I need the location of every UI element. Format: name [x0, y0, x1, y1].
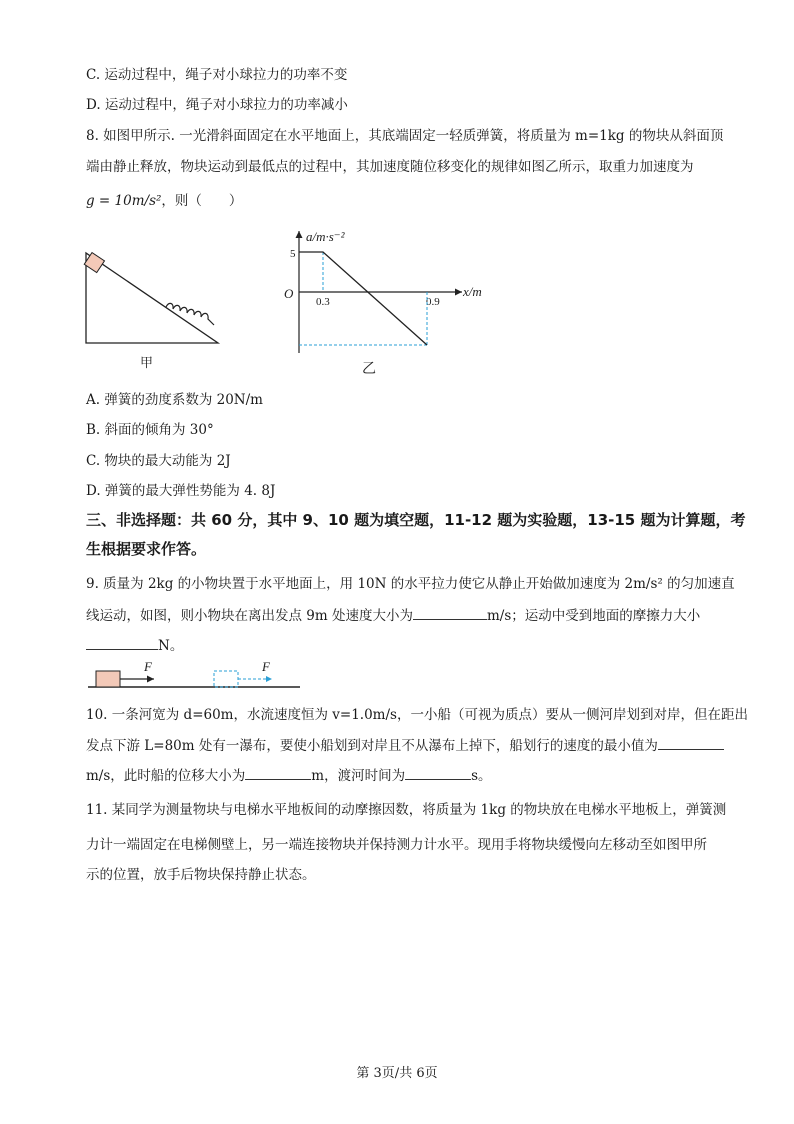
q8-line-3-suffix: ，则（ ） — [161, 193, 243, 209]
origin-label: O — [284, 286, 294, 301]
q9-friction-blank[interactable] — [86, 636, 158, 650]
gravity-formula: g = 10m/s² — [86, 193, 162, 209]
q8-option-a: A. 弹簧的劲度系数为 20N/m — [86, 392, 263, 408]
x-tick-0-3: 0.3 — [316, 296, 330, 308]
q9-line-2-mid: m/s；运动中受到地面的摩擦力大小 — [486, 608, 701, 624]
force-label-2: F — [262, 659, 270, 674]
q9-line-2-pre: 线运动，如图，则小物块在离出发点 9m 处速度大小为 — [86, 608, 413, 624]
q10-line-2 — [86, 736, 724, 755]
q9-speed-blank[interactable] — [413, 606, 487, 620]
q9-line-3-suffix: N。 — [158, 638, 184, 654]
q10-line-2-pre: 发点下游 L=80m 处有一瀑布，要使小船划到对岸且不从瀑布上掉下，船划行的速度的最小值为 — [86, 738, 658, 754]
q8-option-d: D. 弹簧的最大弹性势能为 4. 8J — [86, 483, 276, 499]
q11-line-1: 11. 某同学为测量物块与电梯水平地板间的动摩擦因数，将质量为 1kg 的物块放在电梯水平地板上，弹簧测 — [86, 802, 727, 818]
q10-line-3-c: s。 — [471, 768, 492, 784]
q10-displacement-blank[interactable] — [245, 766, 311, 780]
q10-line-1: 10. 一条河宽为 d=60m，水流速度恒为 v=1.0m/s，一小船（可视为质点）要从一侧河岸划到对岸，但在距出 — [86, 707, 748, 723]
q9-line-2 — [86, 606, 700, 625]
figure-jia — [78, 245, 228, 375]
section-3-header-line-2: 生根据要求作答。 — [86, 540, 207, 558]
q8-line-3 — [86, 192, 242, 210]
option-c-prev: C. 运动过程中，绳子对小球拉力的功率不变 — [86, 67, 348, 83]
page-footer: 第 3页/共 6页 — [356, 1066, 438, 1081]
option-d-prev: D. 运动过程中，绳子对小球拉力的功率减小 — [86, 97, 348, 113]
q11-line-2: 力计一端固定在电梯侧壁上，另一端连接物块并保持测力计水平。现用手将物块缓慢向左移动至如图甲所 — [86, 837, 707, 853]
block-on-incline — [84, 253, 104, 273]
q9-line-1: 9. 质量为 2kg 的小物块置于水平地面上，用 10N 的水平拉力使它从静止开始做加速度为 2m/s² 的匀加速直 — [86, 576, 735, 592]
section-3-header-line-1: 三、非选择题：共 60 分，其中 9、10 题为填空题，11-12 题为实验题，13-15 题为计算题，考 — [86, 511, 746, 529]
q9-line-3 — [86, 636, 183, 655]
fig-jia-label: 甲 — [140, 355, 154, 370]
q8-option-b: B. 斜面的倾角为 30° — [86, 422, 214, 438]
spring — [166, 303, 214, 325]
q9-figure — [86, 656, 306, 696]
q10-line-3 — [86, 766, 492, 785]
q8-option-c: C. 物块的最大动能为 2J — [86, 453, 231, 469]
q10-line-3-a: m/s，此时船的位移大小为 — [86, 768, 246, 784]
q10-min-speed-blank[interactable] — [658, 736, 724, 750]
x-tick-0-9: 0.9 — [426, 296, 440, 308]
block-start — [96, 671, 120, 687]
y-axis-label: a/m·s⁻² — [306, 229, 345, 244]
incline-triangle — [86, 253, 218, 343]
figure-yi-graph — [280, 225, 510, 380]
fig-yi-label: 乙 — [362, 362, 376, 377]
force-label-1: F — [144, 659, 152, 674]
q11-line-3: 示的位置，放手后物块保持静止状态。 — [86, 867, 316, 883]
y-tick-5: 5 — [290, 248, 296, 260]
q10-line-3-b: m，渡河时间为 — [311, 768, 406, 784]
block-later-dashed — [214, 671, 238, 687]
x-axis-label: x/m — [463, 284, 482, 299]
q10-time-blank[interactable] — [405, 766, 471, 780]
q8-line-1: 8. 如图甲所示. 一光滑斜面固定在水平地面上，其底端固定一轻质弹簧，将质量为 m=1kg 的物块从斜面顶 — [86, 128, 724, 144]
q8-line-2: 端由静止释放，物块运动到最低点的过程中，其加速度随位移变化的规律如图乙所示，取重力加速度为 — [86, 159, 694, 175]
